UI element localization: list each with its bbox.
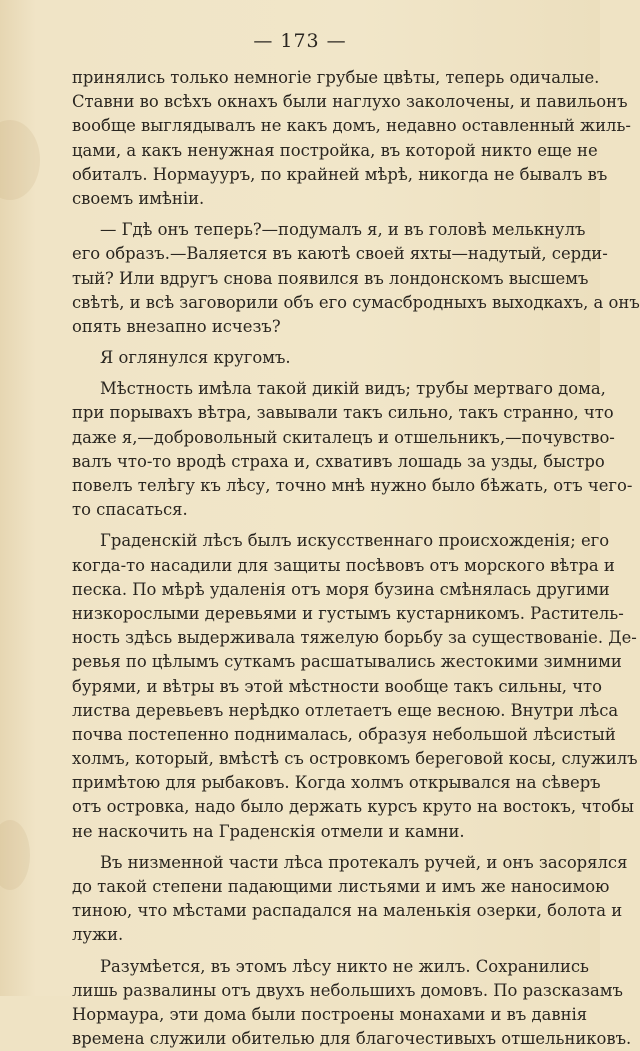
text-line: когда-то насадили для защиты посѣвовъ отъ морского вѣтра и xyxy=(72,555,615,575)
paragraph xyxy=(72,851,628,948)
text-line: своемъ имѣніи. xyxy=(72,188,205,208)
paragraph-gap xyxy=(72,844,558,851)
paragraph xyxy=(72,218,640,339)
paragraph xyxy=(72,955,632,1051)
paragraph-gap xyxy=(72,522,558,529)
text-line: его образъ.—Валяется въ каютѣ своей яхты—надутый, серди- xyxy=(72,244,608,264)
text-line: обиталъ. Нормаууръ, по крайней мѣрѣ, никогда не бывалъ въ xyxy=(72,164,608,184)
page-number: — 173 — xyxy=(253,30,347,52)
text-line: Я оглянулся кругомъ. xyxy=(100,348,291,368)
text-line: опять внезапно исчезъ? xyxy=(72,316,281,336)
paragraph xyxy=(72,346,558,370)
text-line: отъ островка, надо было держать курсъ круто на востокъ, чтобы xyxy=(72,797,634,817)
text-line: не наскочить на Граденскія отмели и камни. xyxy=(72,821,465,841)
text-line: — Гдѣ онъ теперь?—подумалъ я, и въ головѣ мелькнулъ xyxy=(100,220,586,240)
text-line: Ставни во всѣхъ окнахъ были наглухо заколочены, и павильонъ xyxy=(72,92,628,112)
text-line: Мѣстность имѣла такой дикій видъ; трубы мертваго дома, xyxy=(100,379,606,399)
text-line: ность здѣсь выдерживала тяжелую борьбу за существованіе. Де- xyxy=(72,628,637,648)
text-line: песка. По мѣрѣ удаленія отъ моря бузина смѣнялась другими xyxy=(72,579,610,599)
text-line: лишь развалины отъ двухъ небольшихъ домовъ. По разсказамъ xyxy=(72,980,623,1000)
paragraph xyxy=(72,529,638,843)
text-line: вообще выглядывалъ не какъ домъ, недавно оставленный жиль- xyxy=(72,116,631,136)
paragraph xyxy=(72,377,633,522)
paper-stain xyxy=(0,120,40,200)
text-line: Разумѣется, въ этомъ лѣсу никто не жилъ. Сохранились xyxy=(100,956,589,976)
text-line: даже я,—добровольный скиталецъ и отшельникъ,—почувство- xyxy=(72,427,615,447)
text-line: то спасаться. xyxy=(72,500,188,520)
text-line: ревья по цѣлымъ суткамъ расшатывались жестокими зимними xyxy=(72,652,622,672)
text-line: почва постепенно поднималась, образуя небольшой лѣсистый xyxy=(72,724,616,744)
text-line: примѣтою для рыбаковъ. Когда холмъ открывался на сѣверъ xyxy=(72,773,601,793)
paragraph xyxy=(72,66,631,211)
text-line: до такой степени падающими листьями и имъ же наносимою xyxy=(72,877,610,896)
text-line: бурями, и вѣтры въ этой мѣстности вообще такъ сильны, что xyxy=(72,676,602,696)
text-line: холмъ, который, вмѣстѣ съ островкомъ береговой косы, служилъ xyxy=(72,749,638,769)
text-line: времена служили обителью для благочестивыхъ отшельниковъ. xyxy=(72,1029,632,1049)
paragraph-gap xyxy=(72,211,558,218)
text-line: цами, а какъ ненужная постройка, въ которой никто еще не xyxy=(72,140,598,160)
paragraph-gap xyxy=(72,370,558,377)
body-text xyxy=(72,66,640,1051)
text-line: лужи. xyxy=(72,925,124,945)
text-line: Граденскій лѣсъ былъ искусственнаго происхожденія; его xyxy=(100,531,610,551)
text-line: валъ что-то вродѣ страха и, схвативъ лошадь за узды, быстро xyxy=(72,451,605,471)
text-line: повелъ телѣгу къ лѣсу, точно мнѣ нужно было бѣжать, отъ чего- xyxy=(72,476,633,495)
text-line: свѣтѣ, и всѣ заговорили объ его сумасбродныхъ выходкахъ, а онъ xyxy=(72,292,640,312)
text-line: Нормаура, эти дома были построены монахами и въ давнія xyxy=(72,1004,588,1024)
text-line: тиною, что мѣстами распадался на маленькія озерки, болота и xyxy=(72,901,623,921)
text-line: Въ низменной части лѣса протекалъ ручей, и онъ засорялся xyxy=(100,852,628,872)
text-line: низкорослыми деревьями и густымъ кустарникомъ. Раститель- xyxy=(72,603,624,623)
text-line: при порывахъ вѣтра, завывали такъ сильно, такъ странно, что xyxy=(72,403,614,423)
text-line: листва деревьевъ нерѣдко отлетаетъ еще весною. Внутри лѣса xyxy=(72,700,619,720)
text-line: тый? Или вдругъ снова появился въ лондонскомъ высшемъ xyxy=(72,268,589,288)
paper-stain xyxy=(0,820,30,890)
paragraph-gap xyxy=(72,948,558,955)
paragraph-gap xyxy=(72,339,558,346)
text-line: принялись только немногіе грубые цвѣты, теперь одичалые. xyxy=(72,68,600,87)
